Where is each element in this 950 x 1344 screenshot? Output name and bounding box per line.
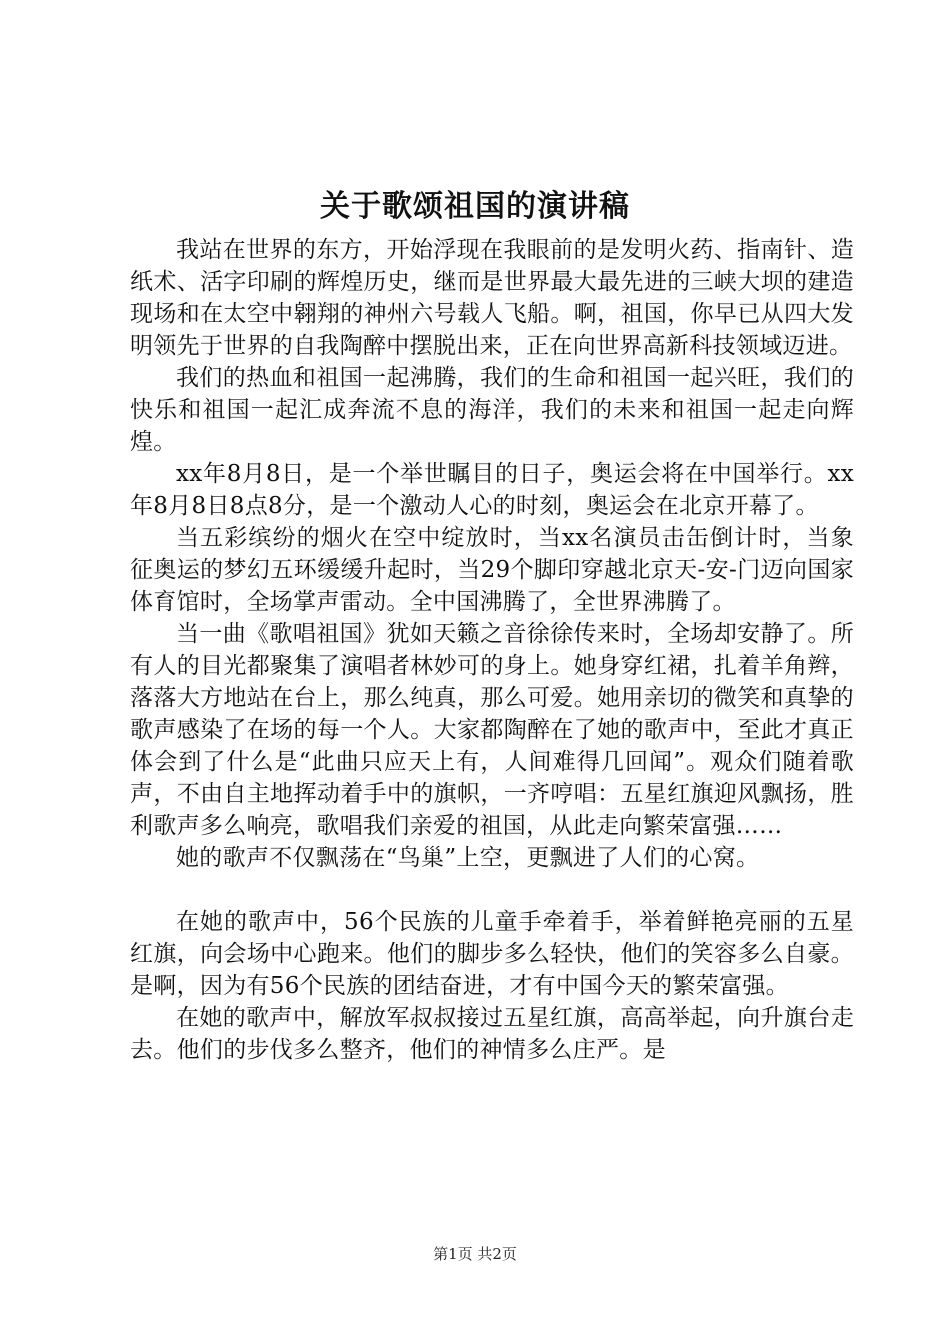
paragraph-8: 在她的歌声中，解放军叔叔接过五星红旗，高高举起，向升旗台走去。他们的步伐多么整齐，他们的神情多么庄严。是 [130,1005,854,1063]
paragraph-3: xx年8月8日，是一个举世瞩目的日子，奥运会将在中国举行。xx年8月8日8点8分，是一个激动人心的时刻，奥运会在北京开幕了。 [130,461,854,519]
page-footer: 第1页 共2页 [433,1245,517,1263]
paragraph-2: 我们的热血和祖国一起沸腾，我们的生命和祖国一起兴旺，我们的快乐和祖国一起汇成奔流不息的海洋，我们的未来和祖国一起走向辉煌。 [130,365,854,455]
paragraph-4: 当五彩缤纷的烟火在空中绽放时，当xx名演员击缶倒计时，当象征奥运的梦幻五环缓缓升起时，当29个脚印穿越北京天-安-门迈向国家体育馆时，全场掌声雷动。全中国沸腾了，全世界沸腾了。 [130,525,854,615]
paragraph-7: 在她的歌声中，56个民族的儿童手牵着手，举着鲜艳亮丽的五星红旗，向会场中心跑来。他们的脚步多么轻快，他们的笑容多么自豪。是啊，因为有56个民族的团结奋进，才有中国今天的繁荣富强。 [130,909,854,999]
paragraph-6: 她的歌声不仅飘荡在“鸟巢”上空，更飘进了人们的心窝。 [176,845,760,871]
document-title: 关于歌颂祖国的演讲稿 [320,189,630,224]
document-body [130,234,854,1066]
paragraph-1: 我站在世界的东方，开始浮现在我眼前的是发明火药、指南针、造纸术、活字印刷的辉煌历史，继而是世界最大最先进的三峡大坝的建造现场和在太空中翱翔的神州六号载人飞船。啊，祖国，你早已从四大发明领先于世界的自我陶醉中摆脱出来，正在向世界高新科技领域迈进。 [130,237,854,359]
paragraph-5: 当一曲《歌唱祖国》犹如天籁之音徐徐传来时，全场却安静了。所有人的目光都聚集了演唱者林妙可的身上。她身穿红裙，扎着羊角辫，落落大方地站在台上，那么纯真，那么可爱。她用亲切的微笑和真挚的歌声感染了在场的每一个人。大家都陶醉在了她的歌声中，至此才真正体会到了什么是“此曲只应天上有，人间难得几回闻”。观众们随着歌声，不由自主地挥动着手中的旗帜，一齐哼唱：五星红旗迎风飘扬，胜利歌声多么响亮，歌唱我们亲爱的祖国，从此走向繁荣富强…… [130,621,854,839]
